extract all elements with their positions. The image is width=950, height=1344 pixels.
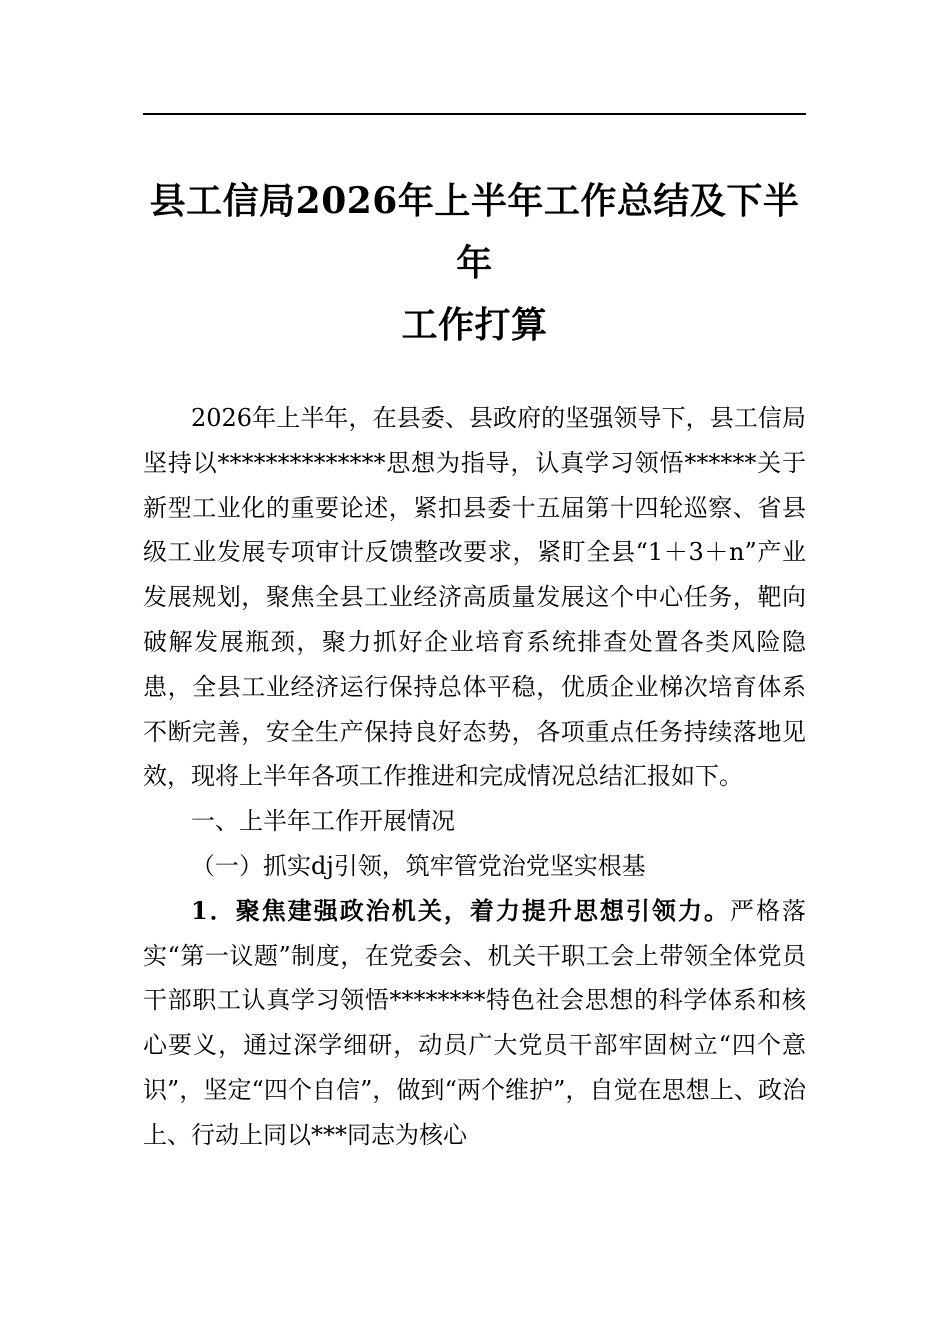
title-line-2: 工作打算: [401, 304, 548, 346]
title-line-1: 县工信局2026年上半年工作总结及下半年: [149, 180, 800, 284]
item-1-body: 严格落实“第一议题”制度，在党委会、机关干职工会上带领全体党员干部职工认真学习领悟********特色社会思想的科学体系和核心要义，通过深学细研，动员广大党员干部牢固树立“四个意识”，坚定“四个自信”，做到“两个维护”，自觉在思想上、政治上、行动上同以***同志为核心: [143, 896, 806, 1149]
document-body: [143, 396, 806, 1158]
subsection-heading-1: （一）抓实dj引领，筑牢管党治党坚实根基: [191, 851, 646, 880]
header-rule: [143, 113, 806, 115]
section-heading-1: 一、上半年工作开展情况: [191, 807, 455, 836]
document-title: [143, 170, 806, 356]
intro-paragraph: 2026年上半年，在县委、县政府的坚强领导下，县工信局坚持以**************思想为指导，认真学习领悟******关于新型工业化的重要论述，紧扣县委十五届第十四轮巡察、省县级工业发展专项审计反馈整改要求，紧盯全县“1＋3＋n”产业发展规划，聚焦全县工业经济高质量发展这个中心任务，靶向破解发展瓶颈，聚力抓好企业培育系统排查处置各类风险隐患，全县工业经济运行保持总体平稳，优质企业梯次培育体系不断完善，安全生产保持良好态势，各项重点任务持续落地见效，现将上半年各项工作推进和完成情况总结汇报如下。: [143, 404, 806, 791]
item-1-lead: 1．聚焦建强政治机关，着力提升思想引领力。: [191, 895, 730, 925]
item-1-paragraph: [143, 889, 806, 1158]
